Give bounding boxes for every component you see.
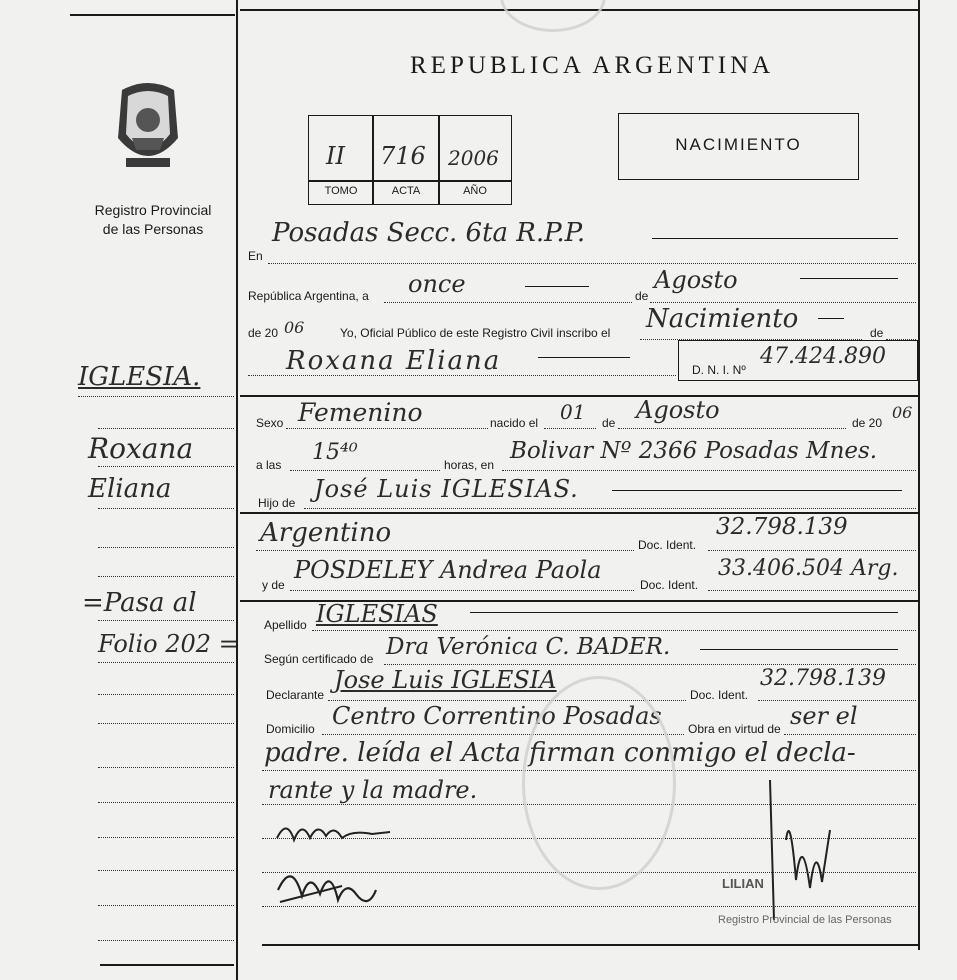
margin-given-name-2: Eliana — [88, 474, 172, 504]
en-label: En — [248, 249, 263, 263]
nac-dia: 01 — [560, 400, 586, 424]
stamp-bottom: Registro Provincial de las Personas — [718, 914, 892, 926]
sexo-label: Sexo — [256, 416, 284, 430]
padre-value: José Luis IGLESIAS. — [314, 475, 579, 503]
signature-2 — [272, 850, 402, 925]
country-title: REPUBLICA ARGENTINA — [410, 52, 775, 79]
nac-de-label: de — [602, 416, 616, 430]
margin-given-name-1: Roxana — [88, 432, 194, 465]
anio-inscripcion: 06 — [284, 318, 305, 337]
certificado-value: Dra Verónica C. BADER. — [386, 634, 671, 660]
tomo-value: II — [326, 142, 345, 170]
provincial-emblem — [112, 76, 184, 176]
nac-anio: 06 — [892, 403, 913, 422]
declarante-doc-value: 32.798.139 — [760, 666, 886, 691]
text-line-2: padre. leída el Acta firman conmigo el decla- — [264, 738, 856, 768]
dni-value: 47.424.890 — [760, 344, 886, 369]
padre-nacionalidad: Argentino — [260, 518, 392, 548]
mes-value: Agosto — [654, 266, 738, 294]
domicilio-label: Domicilio — [266, 722, 315, 736]
hijo-label: Hijo de — [258, 496, 296, 510]
nombre-value: Roxana Eliana — [286, 346, 502, 376]
margin-folio-note-2: Folio 202 = — [98, 630, 239, 658]
republica-label: República Argentina, a — [248, 289, 369, 303]
alas-label: a las — [256, 458, 282, 472]
org-name-line1: Registro Provincial — [94, 202, 212, 218]
hora-value: 15⁴⁰ — [312, 440, 358, 465]
stamp-name: LILIAN — [722, 876, 764, 891]
text-line-3: rante y la madre. — [268, 776, 478, 804]
anio-value: 2006 — [448, 146, 499, 170]
acta-label: ACTA — [391, 185, 421, 197]
official-seal-center — [522, 676, 676, 890]
obra-label: Obra en virtud de — [688, 722, 781, 736]
apellido-value: IGLESIAS — [316, 600, 438, 628]
declarante-label: Declarante — [266, 688, 325, 702]
horas-label: horas, en — [444, 458, 495, 472]
madre-doc-value: 33.406.504 Arg. — [718, 556, 899, 581]
de-label: de — [635, 289, 649, 303]
yde-label: y de — [262, 578, 285, 592]
margin-surname: IGLESIA. — [78, 362, 201, 392]
dni-label: D. N. I. Nº — [692, 363, 746, 377]
declarante-doc-label: Doc. Ident. — [690, 688, 749, 702]
obra-value: ser el — [790, 702, 858, 730]
declarante-value: Jose Luis IGLESIA — [334, 666, 557, 694]
madre-doc-label: Doc. Ident. — [640, 578, 699, 592]
padre-doc-value: 32.798.139 — [716, 514, 848, 540]
sexo-value: Femenino — [298, 398, 423, 427]
official-seal-top — [500, 0, 606, 32]
apellido-label: Apellido — [264, 618, 307, 632]
en-value: Posadas Secc. 6ta R.P.P. — [272, 218, 586, 248]
de20-label: de 20 — [248, 326, 279, 340]
dia-value: once — [408, 270, 466, 298]
margin-folio-note-1: =Pasa al — [82, 588, 197, 618]
domicilio-value: Centro Correntino Posadas — [332, 702, 662, 730]
padre-doc-label: Doc. Ident. — [638, 538, 697, 552]
tomo-label: TOMO — [324, 185, 358, 197]
left-top-rule — [70, 14, 235, 16]
segun-label: Según certificado de — [264, 652, 374, 666]
acta-value: 716 — [380, 142, 426, 170]
anio-label: AÑO — [463, 185, 487, 197]
margin-rule — [236, 0, 238, 980]
nac-mes: Agosto — [636, 396, 720, 424]
de-label-2: de — [870, 326, 884, 340]
yo-label: Yo, Oficial Público de este Registro Civil inscribo el — [340, 326, 611, 340]
right-border — [918, 0, 920, 950]
signature-3 — [760, 770, 850, 935]
org-name-line2: de las Personas — [102, 221, 204, 237]
nacido-label: nacido el — [490, 416, 539, 430]
nac-de20-label: de 20 — [852, 416, 883, 430]
madre-value: POSDELEY Andrea Paola — [294, 556, 602, 584]
inscribo-value: Nacimiento — [646, 304, 799, 334]
lugar-value: Bolivar Nº 2366 Posadas Mnes. — [510, 438, 878, 464]
record-type: NACIMIENTO — [675, 135, 802, 154]
